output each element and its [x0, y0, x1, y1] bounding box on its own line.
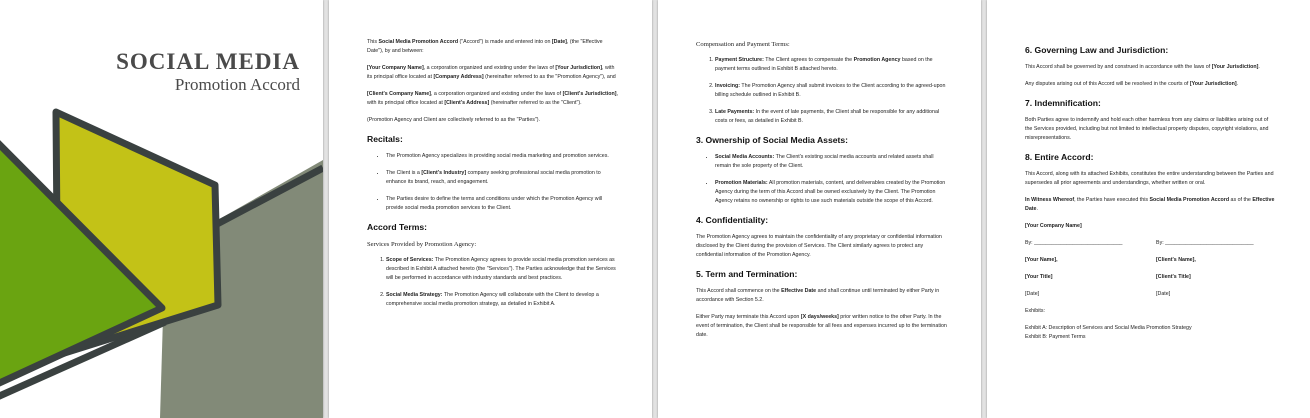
text: (hereinafter referred to as the "Promotion Agency"), and	[483, 74, 616, 80]
text: [Client's Title]	[1156, 274, 1191, 280]
party-1-paragraph	[367, 64, 619, 82]
cover-title: SOCIAL MEDIA	[116, 49, 300, 74]
compensation-subheading: Compensation and Payment Terms:	[696, 41, 790, 48]
party-2-paragraph	[367, 90, 619, 108]
page-4	[987, 0, 1310, 418]
signature-right	[1156, 239, 1277, 307]
text: Payment Structure:	[715, 57, 764, 63]
list-item	[715, 179, 948, 206]
ownership-heading: 3. Ownership of Social Media Assets:	[696, 135, 849, 145]
text: .	[1036, 206, 1038, 212]
page-2-content	[367, 38, 619, 317]
signer-name	[1025, 256, 1146, 265]
text: Any disputes arising out of this Accord will be resolved in the courts of	[1025, 81, 1190, 87]
list-item: • The Parties desire to define the terms and conditions under which the Promotion Agency will provide social media promotion services to the Client.	[386, 195, 619, 213]
text: [Client's Company Name]	[367, 91, 431, 97]
list-item	[386, 256, 619, 283]
text: , with its principal office located at	[367, 91, 619, 106]
list-item: • The Promotion Agency specializes in providing social media marketing and promotion services.	[386, 152, 619, 161]
text: This Accord shall be governed by and construed in accordance with the laws of	[1025, 64, 1212, 70]
signature-date: [Date]	[1156, 291, 1171, 297]
text: Scope of Services:	[386, 257, 434, 263]
text: Social Media Promotion Accord	[378, 39, 459, 45]
signer-title	[1025, 273, 1146, 282]
services-list	[367, 256, 619, 309]
company-label	[1025, 222, 1277, 231]
indemnification-paragraph: Both Parties agree to indemnify and hold each other harmless from any claims or liabilities arising out of the Services provided, including but not limited to intellectual property disputes, copyright violations, and misrepresentations.	[1025, 117, 1269, 141]
text: [Client's Address]	[444, 100, 490, 106]
text: Social Media Promotion Accord	[1149, 197, 1230, 203]
entire-accord-heading: 8. Entire Accord:	[1025, 152, 1094, 162]
signature-block	[1025, 239, 1277, 307]
text: Social Media Strategy:	[386, 292, 443, 298]
text: [Your Company Name]	[1025, 223, 1082, 229]
term-paragraph-1	[696, 287, 948, 305]
text: In Witness Whereof	[1025, 197, 1075, 203]
signature-left	[1025, 239, 1146, 307]
text: [Your Jurisdiction]	[1189, 81, 1237, 87]
exhibits-label: Exhibits:	[1025, 308, 1046, 314]
exhibit-b: Exhibit B: Payment Terms	[1025, 334, 1086, 340]
page-3	[658, 0, 981, 418]
text: and shall continue until terminated by either Party in accordance with Section 5.2.	[696, 288, 940, 303]
witness-paragraph	[1025, 196, 1277, 214]
signer-title	[1156, 273, 1277, 282]
text: The Client's existing social media accounts and related assets shall remain the sole property of the Client.	[715, 154, 934, 169]
text: [Your Jurisdiction]	[1211, 64, 1259, 70]
text: This	[367, 39, 379, 45]
text: , the Parties have executed this	[1074, 197, 1150, 203]
text: (hereinafter referred to as the "Client").	[489, 100, 582, 106]
text: .	[1258, 64, 1260, 70]
confidentiality-heading: 4. Confidentiality:	[696, 215, 769, 225]
text: Either Party may terminate this Accord upon	[696, 314, 801, 320]
termination-heading: 5. Term and Termination:	[696, 269, 798, 279]
text: [Your Name],	[1025, 257, 1058, 263]
cover-subtitle: Promotion Accord	[174, 75, 300, 94]
text: company seeking professional social media promotion to enhance its brand, reach, and engagement.	[386, 170, 601, 185]
recitals-heading: Recitals:	[367, 134, 403, 144]
cover-title-block	[116, 49, 300, 95]
text: All promotion materials, content, and deliverables created by the Promotion Agency during the term of this Accord shall be owned exclusively by the Client. The Promotion Agency retains no ownership or rights to use such materials outside the scope of this Accord.	[715, 180, 946, 204]
list-item	[715, 153, 948, 171]
list-item	[715, 108, 948, 126]
term-paragraph-2	[696, 313, 948, 340]
list-item	[715, 82, 948, 100]
text: ("Accord") is made and entered into on	[458, 39, 552, 45]
text: Promotion Materials:	[715, 180, 768, 186]
text: Effective Date	[781, 288, 817, 294]
text: .	[1236, 81, 1239, 87]
law-paragraph-1	[1025, 63, 1277, 72]
text: , with its principal office located at	[367, 65, 615, 80]
text: [Client's Jurisdiction]	[562, 91, 617, 97]
ownership-list	[696, 153, 948, 206]
text: The Client agrees to compensate the	[763, 57, 854, 63]
intro-paragraph	[367, 38, 619, 56]
parties-note: (Promotion Agency and Client are collectively referred to as the "Parties").	[367, 117, 541, 123]
accord-terms-heading: Accord Terms:	[367, 222, 428, 232]
signature-line: By: ______________________________	[1156, 240, 1254, 246]
law-paragraph-2	[1025, 80, 1277, 89]
text: [Client's Name],	[1156, 257, 1196, 263]
entire-accord-paragraph: This Accord, along with its attached Exhibits, constitutes the entire understanding between the Parties and supersedes all prior agreements and understandings, whether written or oral.	[1025, 171, 1274, 186]
text: This Accord shall commence on the	[696, 288, 782, 294]
signer-name	[1156, 256, 1277, 265]
signature-date: [Date]	[1025, 291, 1040, 297]
text: The Promotion Agency agrees to provide social media promotion services as described in Exhibit A attached hereto (the "Services"). The Parties acknowledge that the Services will be performed in accordance with industry standards and best practices.	[386, 257, 616, 281]
text: prior written notice to the other Party. In the event of termination, the Client shall be responsible for all fees and expenses incurred up to the termination date.	[696, 314, 947, 338]
indemnification-heading: 7. Indemnification:	[1025, 98, 1101, 108]
text: The Promotion Agency will collaborate with the Client to develop a comprehensive social media promotion strategy, as detailed in Exhibit A.	[386, 292, 599, 307]
signature-line: By: ______________________________	[1025, 240, 1123, 246]
page-3-content	[696, 36, 948, 348]
list-item	[715, 56, 948, 74]
text: [Your Title]	[1025, 274, 1053, 280]
text: [Date]	[551, 39, 567, 45]
services-subheading: Services Provided by Promotion Agency:	[367, 241, 477, 248]
page-2	[329, 0, 652, 418]
text: Invoicing:	[715, 83, 741, 89]
text: [Your Company Name]	[367, 65, 424, 71]
list-item	[386, 291, 619, 309]
cover-page	[0, 0, 323, 418]
text: Effective Date	[1025, 197, 1275, 212]
text: [Your Jurisdiction]	[555, 65, 603, 71]
list-item	[386, 169, 619, 187]
text: The Promotion Agency shall submit invoices to the Client according to the agreed-upon billing schedule outlined in Exhibit B.	[715, 83, 946, 98]
text: Late Payments:	[715, 109, 755, 115]
text: Social Media Accounts:	[715, 154, 775, 160]
text: as of the	[1229, 197, 1253, 203]
text: [Company Address]	[433, 74, 484, 80]
governing-law-heading: 6. Governing Law and Jurisdiction:	[1025, 45, 1169, 55]
confidentiality-paragraph: The Promotion Agency agrees to maintain the confidentiality of any proprietary or confidential information disclosed by the Client during the provision of Services. The Client similarly agrees to protect any confidential information of the Promotion Agency.	[696, 234, 942, 258]
text: In the event of late payments, the Client shall be responsible for any additional costs or fees, as detailed in Exhibit B.	[715, 109, 940, 124]
text: , (the "Effective Date"), by and between:	[367, 39, 603, 54]
text: based on the payment terms outlined in Exhibit B attached hereto.	[715, 57, 933, 72]
exhibit-a: Exhibit A: Description of Services and Social Media Promotion Strategy	[1025, 325, 1192, 331]
page-4-content	[1025, 38, 1277, 342]
text: Promotion Agency	[853, 57, 901, 63]
compensation-list	[696, 56, 948, 126]
text: , a corporation organized and existing under the laws of	[430, 91, 563, 97]
text: [Client's Industry]	[421, 170, 467, 176]
text: The Client is a	[386, 170, 422, 176]
text: [X days/weeks]	[800, 314, 839, 320]
recitals-list	[367, 152, 619, 213]
text: , a corporation organized and existing under the laws of	[423, 65, 556, 71]
